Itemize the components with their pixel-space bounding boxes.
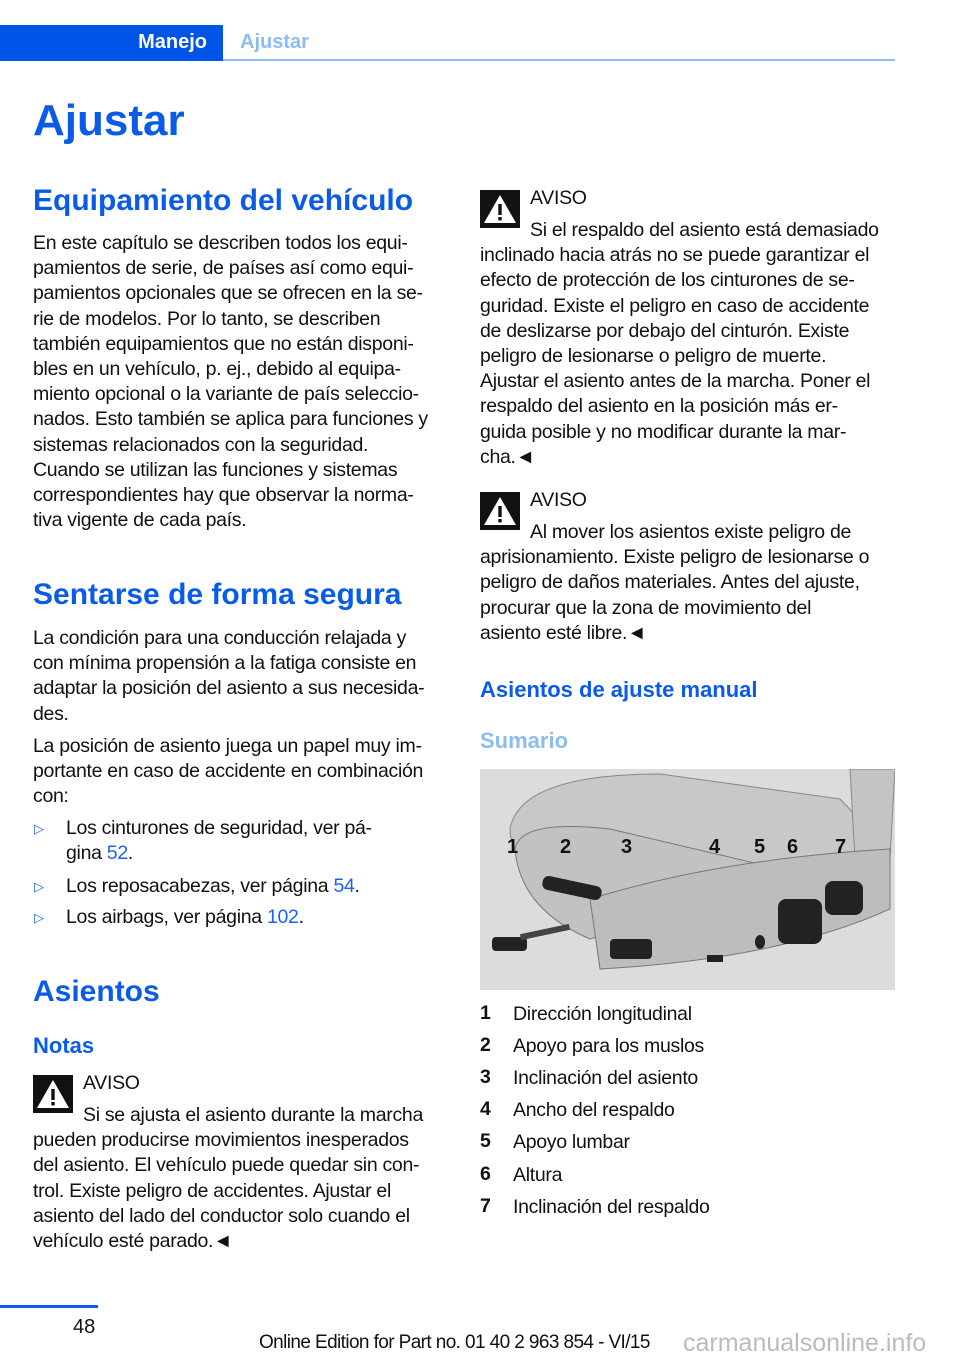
period: . xyxy=(354,875,360,897)
heading-asientos: Asientos xyxy=(33,975,160,1008)
text-line: des. xyxy=(33,702,69,725)
text-line: Si se ajusta el asiento durante la marcha xyxy=(83,1104,423,1126)
legend-number: 4 xyxy=(480,1098,491,1121)
heading-sentarse: Sentarse de forma segura xyxy=(33,578,402,611)
page-link-52[interactable]: 52 xyxy=(106,842,128,864)
bullet-text-main: Los reposacabezas, ver página xyxy=(66,875,334,897)
text-line: peligro de lesionarse o peligro de muerte. xyxy=(480,345,827,367)
text-line: inclinado hacia atrás no se puede garantizar el xyxy=(480,244,870,267)
legend-number: 3 xyxy=(480,1066,491,1089)
text-line: procurar que la zona de movimiento del xyxy=(480,596,812,619)
text-line: cha.◄ xyxy=(480,445,535,468)
text-line: correspondientes hay que observar la norma- xyxy=(33,484,414,506)
text-line: Cuando se utilizan las funciones y sistemas xyxy=(33,458,398,481)
heading-ajuste-manual: Asientos de ajuste manual xyxy=(480,677,758,702)
callout-number: 6 xyxy=(787,836,799,858)
header-rule xyxy=(223,59,895,61)
text-line: trol. Existe peligro de accidentes. Ajustar el xyxy=(33,1179,391,1202)
text-line: peligro de daños materiales. Antes del ajuste, xyxy=(480,571,860,594)
text-line: guida posible y no modificar durante la mar- xyxy=(480,420,847,443)
tab-current[interactable]: Ajustar xyxy=(240,31,309,53)
bullet-text-cont xyxy=(66,841,133,866)
legend-text: Dirección longitudinal xyxy=(513,1003,692,1025)
callout-number: 4 xyxy=(709,836,721,858)
warning-label: AVISO xyxy=(83,1072,140,1094)
text-line: guridad. Existe el peligro en caso de accidente xyxy=(480,294,870,317)
text-line: Ajustar el asiento antes de la marcha. Poner el xyxy=(480,370,871,393)
text-line: Al mover los asientos existe peligro de xyxy=(530,521,852,543)
edition-text: Online Edition for Part no. 01 40 2 963 854 - VI/15 xyxy=(259,1332,650,1353)
text-line: nados. Esto también se aplica para funciones y xyxy=(33,408,428,431)
seat-drawing xyxy=(480,769,895,990)
callout-number: 3 xyxy=(621,836,633,858)
legend-text: Apoyo lumbar xyxy=(513,1131,630,1154)
text-line: asiento del lado del conductor solo cuando el xyxy=(33,1204,410,1227)
watermark: carmanualsonline.info xyxy=(683,1329,927,1357)
text-line: asiento esté libre.◄ xyxy=(480,621,647,644)
legend-number: 5 xyxy=(480,1130,491,1153)
warning-triangle-icon xyxy=(480,492,520,530)
heading-equipamiento: Equipamiento del vehículo xyxy=(33,184,414,217)
triangle-bullet-icon: ▷ xyxy=(34,910,44,925)
text-line: miento opcional o la variante de país seleccio- xyxy=(33,383,419,406)
legend-text: Inclinación del asiento xyxy=(513,1067,698,1090)
callout-number: 5 xyxy=(754,836,766,858)
text-line: respaldo del asiento en la posición más er- xyxy=(480,395,838,418)
page-link-54[interactable]: 54 xyxy=(333,875,355,897)
legend-number: 6 xyxy=(480,1162,491,1185)
bullet-text: Los cinturones de seguridad, ver pá- xyxy=(66,817,372,839)
text-line: rie de modelos. Por lo tanto, se describen xyxy=(33,307,381,330)
text-line: aprisionamiento. Existe peligro de lesionarse o xyxy=(480,546,870,569)
page-title: Ajustar xyxy=(33,96,185,145)
bullet-text xyxy=(66,874,360,899)
text-line: adaptar la posición del asiento a sus necesida- xyxy=(33,677,425,700)
text-line: portante en caso de accidente en combinación xyxy=(33,760,424,783)
callout-number: 2 xyxy=(560,836,572,858)
text-line: bles en un vehículo, p. ej., debido al equipa- xyxy=(33,358,401,380)
legend-number: 7 xyxy=(480,1194,491,1217)
bullet-text-2: gina xyxy=(66,842,107,864)
callout-number: 1 xyxy=(507,836,519,858)
heading-sumario: Sumario xyxy=(480,728,569,753)
text-line: sistemas relacionados con la seguridad. xyxy=(33,433,369,456)
text-line: con mínima propensión a la fatiga consiste en xyxy=(33,652,417,675)
triangle-bullet-icon: ▷ xyxy=(34,821,44,836)
period: . xyxy=(298,906,304,928)
section-tab-manejo[interactable] xyxy=(0,25,223,61)
tab-label: Manejo xyxy=(138,31,207,53)
text-line: con: xyxy=(33,785,69,808)
text-line: pamientos opcionales que se ofrecen en la se- xyxy=(33,282,423,305)
warning-label: AVISO xyxy=(530,187,587,209)
text-line: pamientos de serie, de países así como equi- xyxy=(33,257,414,280)
text-line: Si el respaldo del asiento está demasiado xyxy=(530,219,879,241)
text-line: La posición de asiento juega un papel muy im- xyxy=(33,735,422,757)
page-link-102[interactable]: 102 xyxy=(266,906,299,928)
warning-triangle-icon xyxy=(480,190,520,228)
warning-label: AVISO xyxy=(530,489,587,511)
text-line: En este capítulo se describen todos los equi- xyxy=(33,232,408,254)
bullet-text xyxy=(66,905,304,930)
legend-text: Inclinación del respaldo xyxy=(513,1195,710,1218)
callout-number: 7 xyxy=(835,836,847,858)
bullet-text-main: Los airbags, ver página xyxy=(66,906,267,928)
text-line: pueden producirse movimientos inesperados xyxy=(33,1129,409,1152)
text-line: vehículo esté parado.◄ xyxy=(33,1230,233,1252)
heading-notas: Notas xyxy=(33,1033,95,1058)
triangle-bullet-icon: ▷ xyxy=(34,879,44,894)
warning-triangle-icon xyxy=(33,1075,73,1113)
legend-number: 1 xyxy=(480,1002,491,1024)
page-number: 48 xyxy=(73,1316,96,1338)
text-line: del asiento. El vehículo puede quedar sin con- xyxy=(33,1154,420,1177)
legend-text: Altura xyxy=(513,1163,563,1186)
text-line: La condición para una conducción relajada y xyxy=(33,627,407,649)
legend-text: Ancho del respaldo xyxy=(513,1099,675,1122)
footer-rule xyxy=(0,1305,98,1308)
period: . xyxy=(127,842,134,864)
text-line: de deslizarse por debajo del cinturón. Existe xyxy=(480,319,850,342)
seat-illustration xyxy=(480,769,895,990)
legend-text: Apoyo para los muslos xyxy=(513,1035,704,1058)
legend-number: 2 xyxy=(480,1034,491,1057)
text-line: también equipamientos que no están disponi- xyxy=(33,332,414,355)
text-line: tiva vigente de cada país. xyxy=(33,509,247,532)
text-line: efecto de protección de los cinturones de se- xyxy=(480,269,855,292)
